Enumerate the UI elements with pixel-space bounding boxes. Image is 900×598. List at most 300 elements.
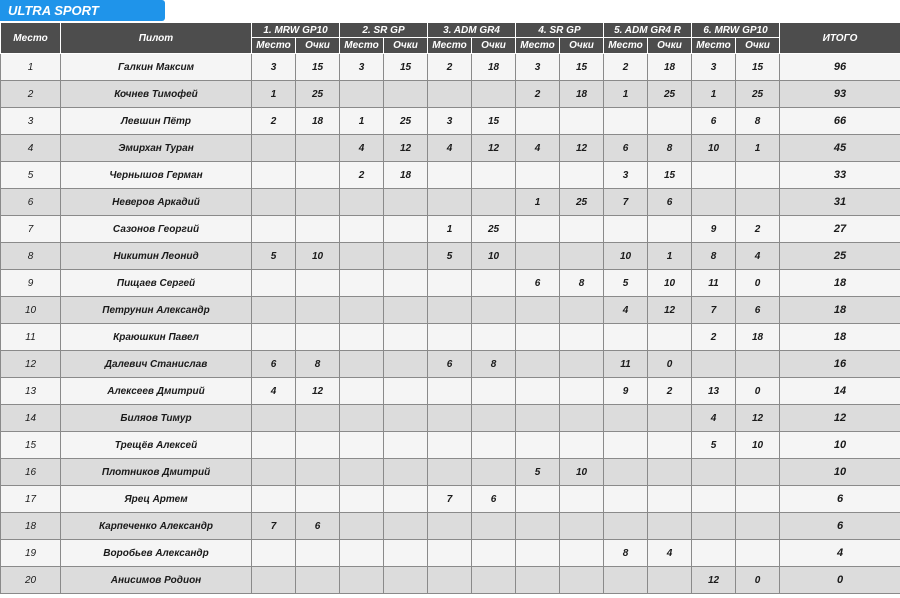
race-place-cell [340, 324, 384, 351]
race-points-cell [736, 459, 780, 486]
race-points-cell: 8 [560, 270, 604, 297]
race-points-cell: 12 [472, 135, 516, 162]
race-points-cell [296, 486, 340, 513]
race-place-cell [604, 405, 648, 432]
header-race: 2. SR GP [340, 23, 428, 38]
race-points-cell [472, 324, 516, 351]
row-pilot-name: Карпеченко Александр [61, 513, 252, 540]
row-pilot-name: Анисимов Родион [61, 567, 252, 594]
race-points-cell: 8 [736, 108, 780, 135]
race-place-cell [340, 378, 384, 405]
race-place-cell: 9 [692, 216, 736, 243]
race-points-cell [560, 432, 604, 459]
race-points-cell [384, 324, 428, 351]
row-pilot-name: Воробьев Александр [61, 540, 252, 567]
race-place-cell [252, 432, 296, 459]
race-points-cell: 0 [736, 270, 780, 297]
race-place-cell: 8 [692, 243, 736, 270]
race-points-cell [472, 459, 516, 486]
race-points-cell [648, 324, 692, 351]
race-place-cell: 5 [428, 243, 472, 270]
row-place: 3 [1, 108, 61, 135]
header-race: 5. ADM GR4 R [604, 23, 692, 38]
race-points-cell: 2 [736, 216, 780, 243]
race-points-cell [648, 459, 692, 486]
race-place-cell [252, 405, 296, 432]
race-points-cell [296, 297, 340, 324]
race-points-cell: 4 [648, 540, 692, 567]
race-place-cell: 3 [252, 54, 296, 81]
subheader-place: Место [428, 38, 472, 54]
race-place-cell: 3 [692, 54, 736, 81]
race-place-cell [516, 162, 560, 189]
row-total: 16 [780, 351, 900, 378]
race-points-cell [296, 432, 340, 459]
row-total: 66 [780, 108, 900, 135]
race-place-cell: 6 [604, 135, 648, 162]
race-points-cell [384, 459, 428, 486]
row-total: 18 [780, 270, 900, 297]
race-place-cell [692, 189, 736, 216]
race-points-cell [472, 432, 516, 459]
race-points-cell: 25 [296, 81, 340, 108]
race-place-cell [252, 135, 296, 162]
race-place-cell [428, 297, 472, 324]
race-points-cell [560, 162, 604, 189]
race-place-cell: 2 [252, 108, 296, 135]
header-pilot: Пилот [61, 23, 252, 54]
race-points-cell [560, 540, 604, 567]
row-total: 93 [780, 81, 900, 108]
race-points-cell [472, 270, 516, 297]
race-points-cell [296, 405, 340, 432]
race-place-cell: 12 [692, 567, 736, 594]
race-place-cell [516, 405, 560, 432]
row-place: 10 [1, 297, 61, 324]
race-place-cell: 7 [252, 513, 296, 540]
row-total: 0 [780, 567, 900, 594]
race-place-cell: 8 [604, 540, 648, 567]
race-points-cell: 18 [648, 54, 692, 81]
race-place-cell [428, 162, 472, 189]
race-place-cell: 4 [692, 405, 736, 432]
table-row [1, 351, 900, 378]
row-place: 13 [1, 378, 61, 405]
race-place-cell [252, 162, 296, 189]
race-points-cell [296, 135, 340, 162]
row-place: 9 [1, 270, 61, 297]
race-place-cell: 4 [340, 135, 384, 162]
header-race: 4. SR GP [516, 23, 604, 38]
race-place-cell [252, 567, 296, 594]
row-place: 2 [1, 81, 61, 108]
row-pilot-name: Левшин Пётр [61, 108, 252, 135]
race-place-cell [692, 351, 736, 378]
row-total: 31 [780, 189, 900, 216]
race-points-cell [384, 432, 428, 459]
table-row [1, 243, 900, 270]
race-place-cell: 6 [516, 270, 560, 297]
header-total: ИТОГО [780, 23, 900, 54]
race-place-cell [604, 513, 648, 540]
race-place-cell [428, 324, 472, 351]
race-points-cell: 25 [736, 81, 780, 108]
race-place-cell: 7 [692, 297, 736, 324]
race-place-cell: 1 [340, 108, 384, 135]
race-place-cell: 6 [252, 351, 296, 378]
row-total: 18 [780, 297, 900, 324]
race-points-cell: 12 [384, 135, 428, 162]
race-place-cell: 9 [604, 378, 648, 405]
race-points-cell [472, 189, 516, 216]
race-points-cell: 6 [648, 189, 692, 216]
race-place-cell: 4 [604, 297, 648, 324]
race-place-cell [516, 378, 560, 405]
race-place-cell [252, 297, 296, 324]
race-place-cell: 4 [516, 135, 560, 162]
race-place-cell [252, 540, 296, 567]
race-place-cell [428, 189, 472, 216]
race-points-cell [296, 162, 340, 189]
subheader-points: Очки [472, 38, 516, 54]
race-place-cell [252, 459, 296, 486]
race-points-cell [736, 540, 780, 567]
race-place-cell [340, 297, 384, 324]
table-row [1, 540, 900, 567]
race-points-cell: 15 [384, 54, 428, 81]
race-place-cell: 2 [428, 54, 472, 81]
race-place-cell [340, 486, 384, 513]
race-points-cell [736, 189, 780, 216]
race-place-cell: 13 [692, 378, 736, 405]
race-points-cell [384, 243, 428, 270]
race-place-cell: 4 [252, 378, 296, 405]
race-points-cell: 10 [296, 243, 340, 270]
subheader-place: Место [252, 38, 296, 54]
race-points-cell [472, 405, 516, 432]
row-pilot-name: Эмирхан Туран [61, 135, 252, 162]
row-place: 11 [1, 324, 61, 351]
race-place-cell [428, 405, 472, 432]
race-points-cell: 15 [736, 54, 780, 81]
subheader-points: Очки [384, 38, 428, 54]
row-pilot-name: Биляов Тимур [61, 405, 252, 432]
race-points-cell: 10 [472, 243, 516, 270]
race-points-cell [736, 162, 780, 189]
race-points-cell: 10 [648, 270, 692, 297]
race-points-cell [648, 432, 692, 459]
race-points-cell: 0 [648, 351, 692, 378]
subheader-place: Место [516, 38, 560, 54]
race-place-cell [340, 459, 384, 486]
table-header [1, 23, 900, 54]
header-place: Место [1, 23, 61, 54]
row-pilot-name: Галкин Максим [61, 54, 252, 81]
race-points-cell [648, 108, 692, 135]
race-points-cell: 1 [736, 135, 780, 162]
race-points-cell [560, 324, 604, 351]
race-points-cell [648, 513, 692, 540]
race-points-cell [384, 378, 428, 405]
race-points-cell [560, 297, 604, 324]
row-place: 5 [1, 162, 61, 189]
race-place-cell: 11 [692, 270, 736, 297]
race-place-cell [692, 513, 736, 540]
race-place-cell [604, 432, 648, 459]
table-row [1, 54, 900, 81]
race-place-cell [340, 243, 384, 270]
row-total: 12 [780, 405, 900, 432]
row-total: 4 [780, 540, 900, 567]
race-place-cell [516, 351, 560, 378]
table-row [1, 378, 900, 405]
race-points-cell: 6 [736, 297, 780, 324]
subheader-points: Очки [296, 38, 340, 54]
race-points-cell: 8 [648, 135, 692, 162]
row-place: 8 [1, 243, 61, 270]
race-place-cell: 1 [252, 81, 296, 108]
row-place: 19 [1, 540, 61, 567]
race-points-cell [560, 108, 604, 135]
race-place-cell [604, 108, 648, 135]
race-place-cell [340, 567, 384, 594]
race-place-cell: 3 [516, 54, 560, 81]
race-place-cell [340, 81, 384, 108]
row-total: 14 [780, 378, 900, 405]
race-points-cell [560, 378, 604, 405]
race-place-cell: 2 [692, 324, 736, 351]
race-points-cell [736, 351, 780, 378]
race-place-cell [428, 378, 472, 405]
race-points-cell [384, 486, 428, 513]
row-place: 4 [1, 135, 61, 162]
race-place-cell [428, 540, 472, 567]
table-row [1, 270, 900, 297]
race-points-cell: 12 [296, 378, 340, 405]
race-points-cell [560, 216, 604, 243]
race-points-cell [736, 486, 780, 513]
race-place-cell [692, 486, 736, 513]
race-points-cell [296, 324, 340, 351]
row-total: 18 [780, 324, 900, 351]
race-points-cell: 12 [736, 405, 780, 432]
table-row [1, 108, 900, 135]
race-points-cell [472, 378, 516, 405]
race-points-cell [472, 297, 516, 324]
subheader-place: Место [692, 38, 736, 54]
race-place-cell: 2 [340, 162, 384, 189]
race-points-cell [384, 567, 428, 594]
row-total: 6 [780, 513, 900, 540]
row-place: 7 [1, 216, 61, 243]
race-place-cell: 3 [604, 162, 648, 189]
row-pilot-name: Сазонов Георгий [61, 216, 252, 243]
race-place-cell: 2 [516, 81, 560, 108]
race-place-cell [604, 486, 648, 513]
row-pilot-name: Чернышов Герман [61, 162, 252, 189]
race-points-cell: 2 [648, 378, 692, 405]
subheader-points: Очки [560, 38, 604, 54]
brand-logo: ULTRA SPORT [0, 0, 165, 21]
race-points-cell [384, 405, 428, 432]
race-points-cell [296, 540, 340, 567]
race-place-cell [516, 243, 560, 270]
race-points-cell [560, 405, 604, 432]
race-place-cell [428, 567, 472, 594]
table-row [1, 81, 900, 108]
table-row [1, 297, 900, 324]
standings-table [0, 22, 900, 594]
race-points-cell [384, 189, 428, 216]
race-points-cell [296, 216, 340, 243]
race-points-cell [648, 405, 692, 432]
race-points-cell: 12 [560, 135, 604, 162]
race-points-cell: 8 [296, 351, 340, 378]
race-points-cell: 18 [560, 81, 604, 108]
race-place-cell: 2 [604, 54, 648, 81]
race-points-cell: 15 [296, 54, 340, 81]
race-points-cell [384, 297, 428, 324]
race-place-cell [692, 540, 736, 567]
race-place-cell [340, 405, 384, 432]
subheader-points: Очки [648, 38, 692, 54]
race-place-cell: 11 [604, 351, 648, 378]
race-place-cell: 6 [692, 108, 736, 135]
row-pilot-name: Трещёв Алексей [61, 432, 252, 459]
table-row [1, 189, 900, 216]
race-points-cell: 6 [296, 513, 340, 540]
race-points-cell [384, 513, 428, 540]
race-place-cell: 7 [604, 189, 648, 216]
table-body [1, 54, 900, 594]
race-points-cell: 15 [648, 162, 692, 189]
race-points-cell: 15 [560, 54, 604, 81]
race-points-cell: 12 [648, 297, 692, 324]
race-place-cell: 3 [340, 54, 384, 81]
race-points-cell [384, 216, 428, 243]
race-points-cell [560, 567, 604, 594]
race-place-cell [252, 486, 296, 513]
race-points-cell [472, 81, 516, 108]
race-place-cell [516, 432, 560, 459]
row-pilot-name: Ярец Артем [61, 486, 252, 513]
race-points-cell: 25 [472, 216, 516, 243]
header-race: 1. MRW GP10 [252, 23, 340, 38]
race-place-cell [340, 540, 384, 567]
race-place-cell: 5 [252, 243, 296, 270]
row-pilot-name: Пищаев Сергей [61, 270, 252, 297]
race-points-cell [296, 189, 340, 216]
row-place: 16 [1, 459, 61, 486]
table-row [1, 324, 900, 351]
race-place-cell [516, 513, 560, 540]
race-place-cell: 10 [692, 135, 736, 162]
race-points-cell [472, 540, 516, 567]
race-place-cell: 1 [604, 81, 648, 108]
race-points-cell: 10 [736, 432, 780, 459]
race-points-cell [472, 162, 516, 189]
table-row [1, 567, 900, 594]
race-points-cell [384, 540, 428, 567]
table-row [1, 432, 900, 459]
race-points-cell [560, 486, 604, 513]
race-points-cell: 25 [648, 81, 692, 108]
subheader-place: Место [340, 38, 384, 54]
race-place-cell: 6 [428, 351, 472, 378]
race-place-cell [516, 108, 560, 135]
header-race: 6. MRW GP10 [692, 23, 780, 38]
race-points-cell [648, 567, 692, 594]
race-place-cell: 5 [604, 270, 648, 297]
race-points-cell [296, 270, 340, 297]
race-points-cell [648, 486, 692, 513]
race-place-cell [340, 189, 384, 216]
race-place-cell [252, 324, 296, 351]
race-points-cell: 4 [736, 243, 780, 270]
race-place-cell: 5 [692, 432, 736, 459]
race-points-cell [384, 270, 428, 297]
row-pilot-name: Алексеев Дмитрий [61, 378, 252, 405]
race-place-cell [604, 459, 648, 486]
race-place-cell [604, 216, 648, 243]
race-points-cell: 1 [648, 243, 692, 270]
subheader-points: Очки [736, 38, 780, 54]
race-place-cell [516, 297, 560, 324]
race-points-cell [296, 567, 340, 594]
race-place-cell [692, 459, 736, 486]
race-place-cell [252, 270, 296, 297]
row-pilot-name: Далевич Станислав [61, 351, 252, 378]
race-place-cell [340, 270, 384, 297]
race-points-cell [560, 351, 604, 378]
race-points-cell: 18 [472, 54, 516, 81]
row-place: 1 [1, 54, 61, 81]
row-total: 27 [780, 216, 900, 243]
race-points-cell [648, 216, 692, 243]
race-place-cell [428, 270, 472, 297]
row-total: 6 [780, 486, 900, 513]
race-points-cell: 0 [736, 378, 780, 405]
row-pilot-name: Никитин Леонид [61, 243, 252, 270]
race-place-cell [604, 324, 648, 351]
race-place-cell [692, 162, 736, 189]
row-place: 17 [1, 486, 61, 513]
race-place-cell [516, 540, 560, 567]
race-points-cell: 18 [296, 108, 340, 135]
race-points-cell [472, 513, 516, 540]
race-points-cell [472, 567, 516, 594]
race-points-cell: 18 [384, 162, 428, 189]
race-place-cell: 4 [428, 135, 472, 162]
race-place-cell [516, 216, 560, 243]
race-place-cell: 3 [428, 108, 472, 135]
race-points-cell [736, 513, 780, 540]
race-points-cell [560, 513, 604, 540]
race-place-cell [340, 432, 384, 459]
race-place-cell [252, 189, 296, 216]
race-place-cell [428, 459, 472, 486]
race-place-cell [340, 513, 384, 540]
race-points-cell: 10 [560, 459, 604, 486]
race-points-cell: 25 [560, 189, 604, 216]
race-points-cell: 8 [472, 351, 516, 378]
race-place-cell [516, 486, 560, 513]
row-place: 6 [1, 189, 61, 216]
row-pilot-name: Кочнев Тимофей [61, 81, 252, 108]
race-place-cell: 5 [516, 459, 560, 486]
header-race: 3. ADM GR4 [428, 23, 516, 38]
race-points-cell [384, 351, 428, 378]
